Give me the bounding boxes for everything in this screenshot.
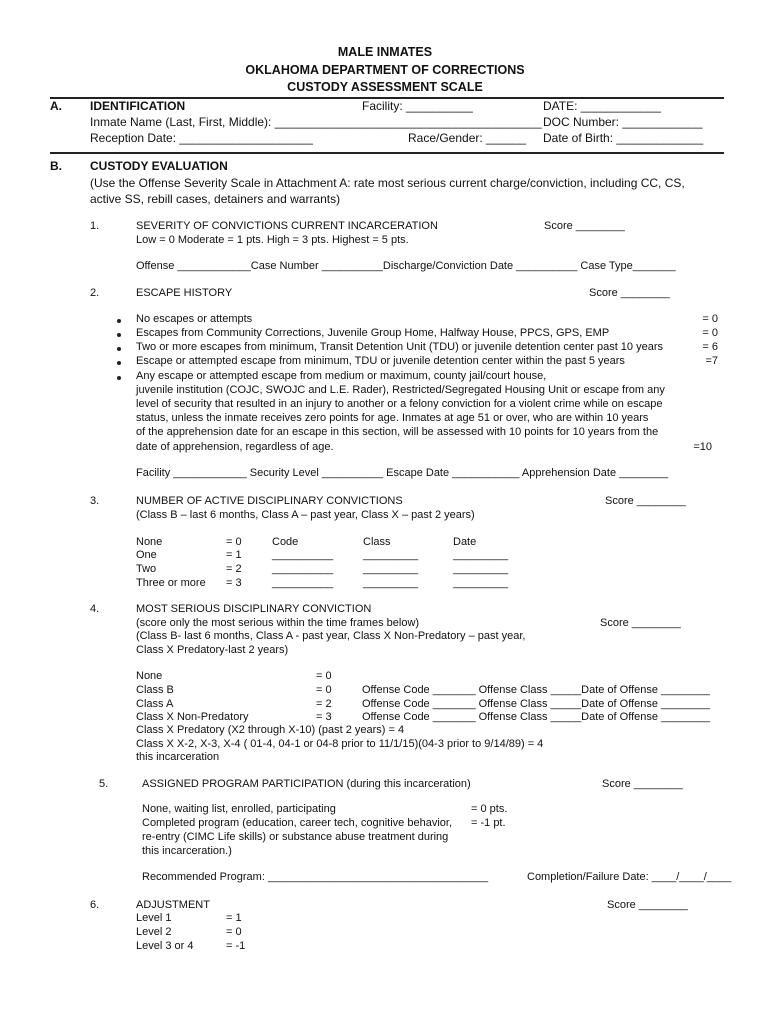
item2-score-field[interactable]: Score ________	[589, 287, 670, 299]
item4-row-points: = 2	[316, 698, 332, 710]
item4-subtitle-line2: (Class B- last 6 months, Class A - past year, Class X Non-Predatory – past year,	[136, 630, 526, 642]
item3-class-blank[interactable]: _________	[363, 577, 419, 589]
item4-row-label: Class X Non-Predatory	[136, 711, 249, 723]
item4-row-points: = 3	[316, 711, 332, 723]
item6-row-points: = 1	[226, 912, 242, 924]
item6-row-label: Level 2	[136, 926, 172, 938]
item1-title: SEVERITY OF CONVICTIONS CURRENT INCARCERATION	[136, 220, 438, 232]
item4-row-points: = 0	[316, 684, 332, 696]
escape-option-long-line: status, unless the inmate receives zero points for age. Inmates at age 51 or over, who are within 10 years	[136, 412, 649, 424]
item3-date-blank[interactable]: _________	[453, 563, 509, 575]
escape-option-long-line: of the apprehension date for an escape in this section, will be assessed with 10 points for 10 years from the	[136, 426, 659, 438]
item5-option2-line: re-entry (CIMC Life skills) or substance abuse treatment during	[142, 831, 449, 843]
date-of-birth-field[interactable]: Date of Birth: _____________	[543, 131, 704, 145]
item3-code-blank[interactable]: __________	[272, 563, 334, 575]
item4-predatory-line2: Class X X-2, X-3, X-4 ( 01-4, 04-1 or 04-8 prior to 11/1/15)(04-3 prior to 9/14/89) = 4	[136, 738, 544, 750]
item4-number: 4.	[90, 603, 100, 615]
item6-title: ADJUSTMENT	[136, 899, 210, 911]
item3-code-blank[interactable]: __________	[272, 577, 334, 589]
item1-offense-fields[interactable]: Offense ____________Case Number __________Discharge/Conviction Date __________ Case Type_______	[136, 260, 676, 272]
item5-option1-points: = 0 pts.	[471, 803, 508, 815]
escape-option-points: = 0	[702, 327, 718, 339]
item4-row-points: = 0	[316, 670, 332, 682]
item5-score-field[interactable]: Score ________	[602, 778, 683, 790]
item4-row-label: None	[136, 670, 163, 682]
item3-row-points: = 0	[226, 536, 242, 548]
doc-number-field[interactable]: DOC Number: ____________	[543, 115, 703, 129]
item4-offense-fields[interactable]: Offense Code _______ Offense Class _____Date of Offense ________	[362, 711, 710, 723]
item3-date-blank[interactable]: _________	[453, 549, 509, 561]
bullet-icon	[117, 376, 121, 380]
item2-number: 2.	[90, 287, 100, 299]
item2-title: ESCAPE HISTORY	[136, 287, 233, 299]
item3-row-label: None	[136, 536, 163, 548]
section-b-instruction-line1: (Use the Offense Severity Scale in Attachment A: rate most serious current charge/conviction, including CC, CS,	[90, 176, 685, 190]
item3-code-blank[interactable]: __________	[272, 549, 334, 561]
item5-option2-line: Completed program (education, career tech, cognitive behavior,	[142, 817, 453, 829]
section-b-heading: CUSTODY EVALUATION	[90, 159, 228, 173]
escape-option: No escapes or attempts	[136, 313, 253, 325]
item4-score-field[interactable]: Score ________	[600, 617, 681, 629]
recommended-program-field[interactable]: Recommended Program: ____________________________________	[142, 871, 489, 883]
item4-row-label: Class B	[136, 684, 174, 696]
item2-escape-fields[interactable]: Facility ____________ Security Level __________ Escape Date ___________ Apprehension Date ________	[136, 467, 669, 479]
item3-subtitle: (Class B – last 6 months, Class A – past year, Class X – past 2 years)	[136, 509, 475, 521]
form-title-line2: OKLAHOMA DEPARTMENT OF CORRECTIONS	[245, 63, 525, 77]
escape-option-points: =7	[705, 355, 718, 367]
bullet-icon	[117, 347, 121, 351]
item3-row-label: Two	[136, 563, 157, 575]
section-b-instruction-line2: active SS, rebill cases, detainers and warrants)	[90, 192, 341, 206]
item4-predatory-line1: Class X Predatory (X2 through X-10) (past 2 years) = 4	[136, 724, 405, 736]
item3-row-points: = 2	[226, 563, 242, 575]
item3-score-field[interactable]: Score ________	[605, 495, 686, 507]
facility-field[interactable]: Facility: __________	[362, 99, 473, 113]
race-gender-field[interactable]: Race/Gender: ______	[408, 131, 527, 145]
form-title-line1: MALE INMATES	[337, 45, 433, 59]
item3-code-header: Code	[272, 536, 299, 548]
item6-score-field[interactable]: Score ________	[607, 899, 688, 911]
item1-scale: Low = 0 Moderate = 1 pts. High = 3 pts. Highest = 5 pts.	[136, 234, 409, 246]
escape-option: Escapes from Community Corrections, Juvenile Group Home, Halfway House, PPCS, GPS, EMP	[136, 327, 610, 339]
item6-number: 6.	[90, 899, 100, 911]
escape-option-points: = 0	[702, 313, 718, 325]
section-a-letter: A.	[50, 99, 62, 113]
item4-predatory-line3: this incarceration	[136, 751, 220, 763]
item6-row-points: = -1	[226, 940, 246, 952]
escape-option: Two or more escapes from minimum, Transit Detention Unit (TDU) or juvenile detention center past 10 years	[136, 341, 663, 353]
section-b-letter: B.	[50, 159, 62, 173]
bullet-icon	[117, 319, 121, 323]
item3-date-header: Date	[453, 536, 477, 548]
item3-row-label: Three or more	[136, 577, 206, 589]
escape-option-points: = 6	[702, 341, 718, 353]
date-field[interactable]: DATE: ____________	[543, 99, 661, 113]
item5-title: ASSIGNED PROGRAM PARTICIPATION (during this incarceration)	[142, 778, 471, 790]
item3-row-points: = 3	[226, 577, 242, 589]
form-title-line3: CUSTODY ASSESSMENT SCALE	[287, 80, 483, 94]
item3-title: NUMBER OF ACTIVE DISCIPLINARY CONVICTIONS	[136, 495, 403, 507]
item5-option1: None, waiting list, enrolled, participating	[142, 803, 336, 815]
item4-offense-fields[interactable]: Offense Code _______ Offense Class _____Date of Offense ________	[362, 698, 710, 710]
item3-class-blank[interactable]: _________	[363, 563, 419, 575]
reception-date-field[interactable]: Reception Date: ____________________	[90, 131, 313, 145]
item1-score-field[interactable]: Score ________	[544, 220, 625, 232]
inmate-name-field[interactable]: Inmate Name (Last, First, Middle): ________________________________________	[90, 115, 542, 129]
completion-date-field[interactable]: Completion/Failure Date: ____/____/____	[527, 871, 732, 883]
item1-number: 1.	[90, 220, 100, 232]
item3-number: 3.	[90, 495, 100, 507]
item4-subtitle-line3: Class X Predatory-last 2 years)	[136, 644, 289, 656]
escape-option-points: =10	[693, 441, 712, 453]
item4-title: MOST SERIOUS DISCIPLINARY CONVICTION	[136, 603, 372, 615]
item3-row-points: = 1	[226, 549, 242, 561]
escape-option-long-line: level of security that resulted in an injury to another or a felony conviction for a violent crime while on escape	[136, 398, 663, 410]
item6-row-points: = 0	[226, 926, 242, 938]
item3-class-header: Class	[363, 536, 391, 548]
item6-row-label: Level 1	[136, 912, 172, 924]
escape-option: Escape or attempted escape from minimum, TDU or juvenile detention center within the past 5 years	[136, 355, 625, 367]
item6-row-label: Level 3 or 4	[136, 940, 194, 952]
item3-date-blank[interactable]: _________	[453, 577, 509, 589]
bullet-icon	[117, 333, 121, 337]
section-a-heading: IDENTIFICATION	[90, 99, 186, 113]
section-a-divider	[50, 152, 724, 154]
item4-subtitle-line1: (score only the most serious within the time frames below)	[136, 617, 420, 629]
item4-offense-fields[interactable]: Offense Code _______ Offense Class _____Date of Offense ________	[362, 684, 710, 696]
escape-option-long-line: Any escape or attempted escape from medium or maximum, county jail/court house,	[136, 370, 547, 382]
item5-number: 5.	[99, 778, 109, 790]
item3-row-label: One	[136, 549, 157, 561]
bullet-icon	[117, 361, 121, 365]
item5-option2-line: this incarceration.)	[142, 845, 232, 857]
item4-row-label: Class A	[136, 698, 174, 710]
item3-class-blank[interactable]: _________	[363, 549, 419, 561]
item5-option2-points: = -1 pt.	[471, 817, 506, 829]
escape-option-long-line: date of apprehension, regardless of age.	[136, 441, 334, 453]
escape-option-long-line: juvenile institution (COJC, SWOJC and L.E. Rader), Restricted/Segregated Housing Unit or escape from any	[136, 384, 665, 396]
